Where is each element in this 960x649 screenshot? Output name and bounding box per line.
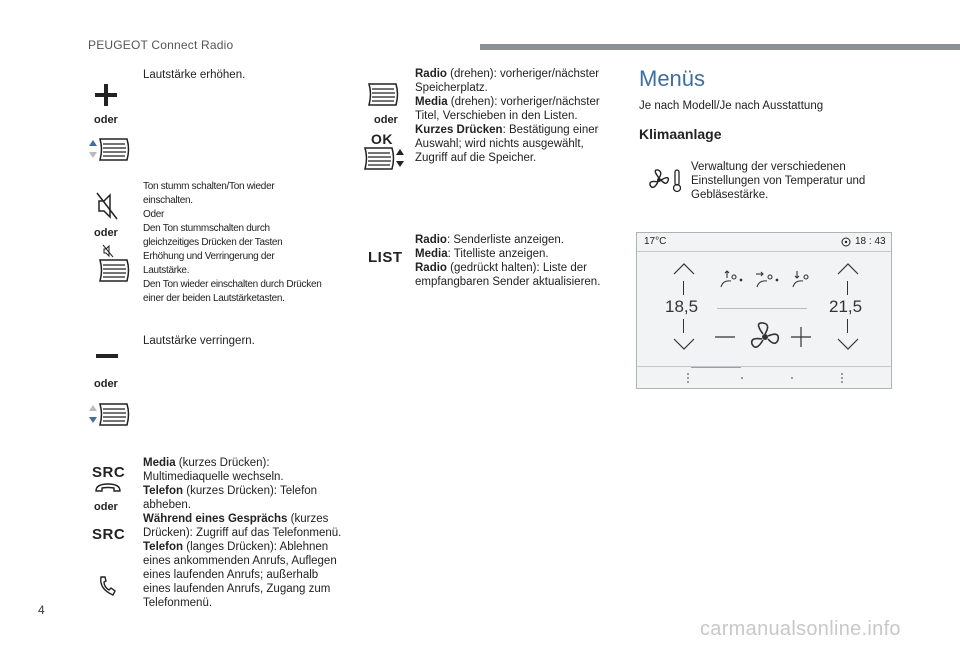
watermark: carmanualsonline.info bbox=[700, 618, 901, 640]
dot-icon[interactable] bbox=[741, 377, 743, 379]
text-line: Den Ton stummschalten durch bbox=[143, 223, 270, 234]
text-line: (drehen): vorheriger/nächster bbox=[447, 96, 600, 108]
fan-increase-icon[interactable] bbox=[791, 327, 811, 347]
hangup-phone-icon bbox=[97, 575, 117, 597]
section-title: Menüs bbox=[639, 66, 706, 91]
left-temp-up-icon[interactable] bbox=[673, 263, 695, 275]
text-bold: Kurzes Drücken bbox=[415, 124, 503, 136]
minus-icon bbox=[96, 352, 118, 360]
text-bold: Media bbox=[415, 248, 448, 260]
left-temperature: 18,5 bbox=[665, 297, 699, 316]
ok-label: OK bbox=[371, 131, 393, 147]
header-title: PEUGEOT Connect Radio bbox=[88, 38, 234, 52]
divider bbox=[717, 308, 807, 309]
text-line: Erhöhung und Verringerung der bbox=[143, 251, 275, 262]
oder-label: oder bbox=[94, 114, 118, 126]
right-temp-tick bbox=[847, 281, 848, 295]
screen-bottom-divider bbox=[637, 366, 891, 367]
src-label: SRC bbox=[92, 464, 126, 481]
oder-label: oder bbox=[374, 114, 398, 126]
text-bold: Media bbox=[143, 457, 176, 469]
screen-bottom-bar bbox=[683, 371, 853, 385]
text-line: Drücken): Zugriff auf das Telefonmenü. bbox=[143, 527, 342, 539]
text-bold: Telefon bbox=[143, 485, 184, 497]
mute-text bbox=[143, 180, 321, 306]
left-temp-tick bbox=[683, 319, 684, 333]
text-line: Gebläsestärke. bbox=[691, 189, 769, 201]
oder-label: oder bbox=[94, 227, 118, 239]
text-line: (kurzes Drücken): bbox=[175, 457, 270, 469]
header-bar bbox=[480, 44, 960, 50]
wheel-text bbox=[415, 67, 615, 165]
wheel-up-icon bbox=[86, 137, 130, 163]
text-bold: Radio bbox=[415, 68, 447, 80]
fan-temperature-icon bbox=[648, 167, 684, 193]
oder-label: oder bbox=[94, 378, 118, 390]
text-line: empfangbaren Sender aktualisieren. bbox=[415, 276, 601, 288]
wheel-icon bbox=[86, 258, 130, 284]
klima-text bbox=[691, 160, 891, 202]
vol-down-text: Lautstärke verringern. bbox=[143, 335, 255, 347]
text-line: Oder bbox=[143, 209, 165, 220]
vol-up-text: Lautstärke erhöhen. bbox=[143, 69, 246, 81]
text-line: Telefonmenü. bbox=[143, 597, 213, 609]
mute-icon bbox=[96, 192, 118, 220]
clock: 18 : 43 bbox=[855, 236, 886, 247]
text-line: Zugriff auf die Speicher. bbox=[415, 152, 537, 164]
more-vertical-icon[interactable] bbox=[687, 373, 689, 383]
text-line: eines ankommenden Anrufs, Auflegen bbox=[143, 555, 337, 567]
text-line: Ton stumm schalten/Ton wieder bbox=[143, 181, 275, 192]
list-text bbox=[415, 233, 625, 289]
text-line: Lautstärke. bbox=[143, 265, 190, 276]
text-bold: Media bbox=[415, 96, 448, 108]
text-line: Verwaltung der verschiedenen bbox=[691, 161, 846, 173]
text-line: (drehen): vorheriger/nächster bbox=[446, 68, 600, 80]
text-line: : Titelliste anzeigen. bbox=[447, 248, 549, 260]
air-front-icon bbox=[756, 272, 778, 287]
text-line: einschalten. bbox=[143, 195, 193, 206]
clock-icon bbox=[841, 237, 851, 247]
text-line: (kurzes bbox=[287, 513, 329, 525]
screen-status-bar bbox=[637, 233, 891, 252]
text-line: Einstellungen von Temperatur und bbox=[691, 175, 866, 187]
list-label: LIST bbox=[368, 249, 403, 266]
section-subtitle: Je nach Modell/Je nach Ausstattung bbox=[639, 100, 824, 112]
text-bold: Radio bbox=[415, 234, 447, 246]
text-line: eines laufenden Anrufs; außerhalb bbox=[143, 569, 319, 581]
air-up-icon bbox=[721, 271, 742, 287]
text-bold: Telefon bbox=[143, 541, 184, 553]
wheel-press-icon bbox=[363, 146, 407, 172]
text-line: (langes Drücken): Ablehnen bbox=[183, 541, 329, 553]
text-line: abheben. bbox=[143, 499, 191, 511]
right-temp-down-icon[interactable] bbox=[837, 338, 859, 350]
text-line: Speicherplatz. bbox=[415, 82, 488, 94]
climate-screen bbox=[636, 232, 892, 389]
air-distribution-icons[interactable] bbox=[717, 269, 817, 291]
text-line: gleichzeitiges Drücken der Tasten bbox=[143, 237, 283, 248]
plus-icon bbox=[94, 83, 118, 107]
text-line: Multimediaquelle wechseln. bbox=[143, 471, 284, 483]
more-vertical-icon[interactable] bbox=[841, 373, 843, 383]
text-line: Auswahl; wird nichts ausgewählt, bbox=[415, 138, 584, 150]
mute-small-icon bbox=[102, 244, 114, 258]
fan-decrease-icon[interactable] bbox=[715, 335, 735, 339]
wheel-down-icon bbox=[86, 402, 130, 428]
text-line: : Senderliste anzeigen. bbox=[446, 234, 564, 246]
oder-label: oder bbox=[94, 501, 118, 513]
src-text bbox=[143, 456, 348, 610]
outside-temperature: 17°C bbox=[644, 236, 667, 247]
text-line: (kurzes Drücken): Telefon bbox=[183, 485, 318, 497]
fan-icon[interactable] bbox=[750, 321, 780, 353]
text-line: Den Ton wieder einschalten durch Drücken bbox=[143, 279, 322, 290]
wheel-icon bbox=[367, 82, 399, 108]
dot-icon[interactable] bbox=[791, 377, 793, 379]
src-label: SRC bbox=[92, 526, 126, 543]
left-temp-down-icon[interactable] bbox=[673, 338, 695, 350]
klima-heading: Klimaanlage bbox=[639, 126, 722, 142]
text-line: : Bestätigung einer bbox=[502, 124, 599, 136]
text-line: Titel, Verschieben in den Listen. bbox=[415, 110, 578, 122]
text-line: einer der beiden Lautstärketasten. bbox=[143, 293, 285, 304]
right-temperature: 21,5 bbox=[829, 297, 863, 316]
page-number: 4 bbox=[38, 603, 45, 617]
right-temp-tick bbox=[847, 319, 848, 333]
text-line: eines laufenden Anrufs, Zugang zum bbox=[143, 583, 331, 595]
right-temp-up-icon[interactable] bbox=[837, 263, 859, 275]
text-line: (gedrückt halten): Liste der bbox=[446, 262, 587, 274]
phone-icon bbox=[94, 481, 122, 495]
left-temp-tick bbox=[683, 281, 684, 295]
air-down-icon bbox=[793, 271, 808, 287]
text-bold: Während eines Gesprächs bbox=[143, 513, 288, 525]
text-bold: Radio bbox=[415, 262, 447, 274]
